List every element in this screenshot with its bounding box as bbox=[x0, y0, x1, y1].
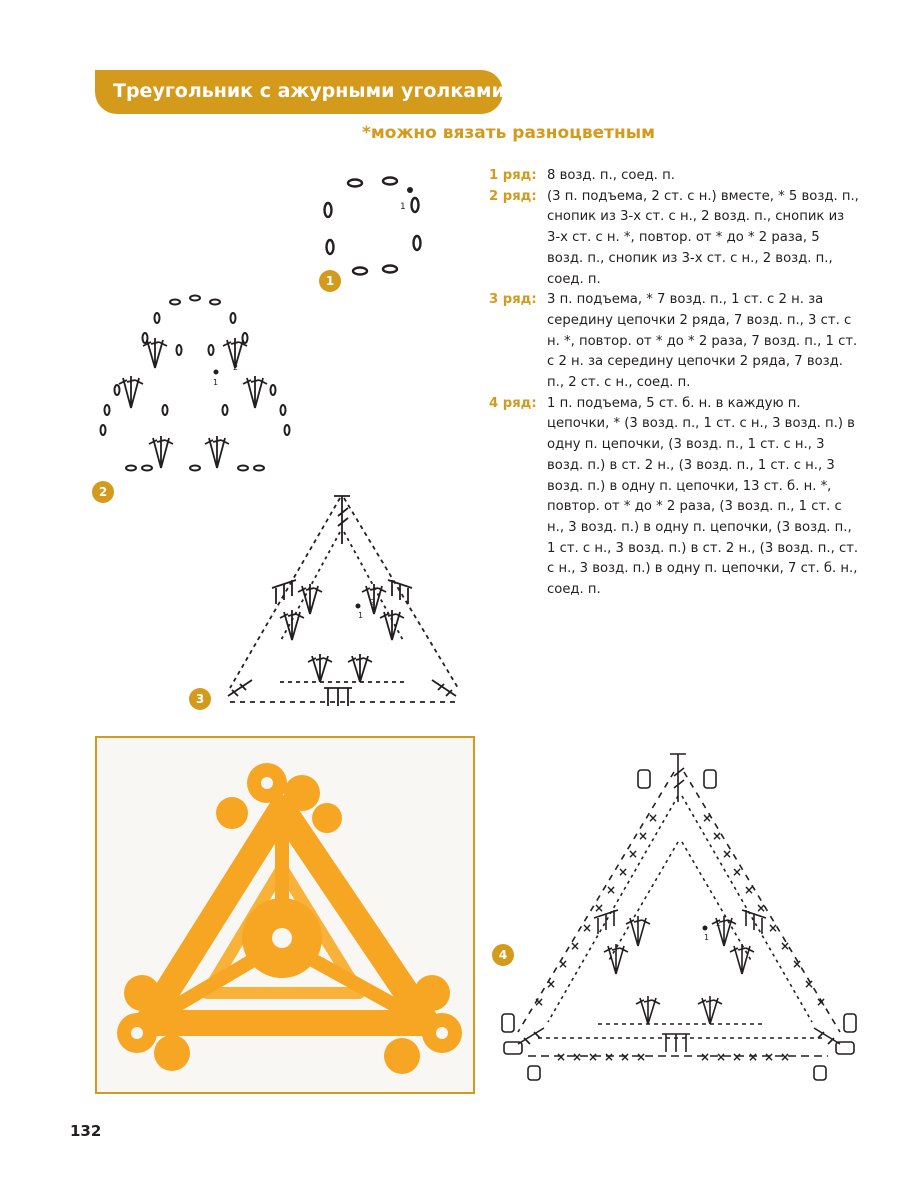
svg-text:×: × bbox=[618, 865, 629, 879]
svg-text:×: × bbox=[804, 977, 815, 991]
crochet-triangle-image bbox=[97, 738, 473, 1092]
step-badge-1: 1 bbox=[319, 270, 341, 292]
diagram-label: 2 bbox=[233, 363, 239, 372]
svg-text:×: × bbox=[604, 1050, 615, 1064]
row-text: 1 п. подъема, 5 ст. б. н. в каждую п. цепочки, * (3 возд. п., 1 ст. с н., 3 возд. п.) в одну п. цепочки, (3 возд. п., 1 ст. с н., 3 возд. п.) в ст. 2 н., (3 возд. п., 1 ст. с н., 3 возд. п.) в одну п. цепочки, 13 ст. б. н. *, повтор. от * до * 2 раза, (3 возд. п., 1 ст. с н., 3 возд. п.) в одну п. цепочки, (3 возд. п., 1 ст. с н., 3 возд. п.) в ст. 2 н., (3 возд. п., ст. с н., 3 возд. п.) в одну п. цепочки, 7 ст. б. н., соед. п. bbox=[547, 395, 859, 598]
title-banner bbox=[95, 70, 503, 114]
step-badge-3: 3 bbox=[189, 688, 211, 710]
svg-text:×: × bbox=[638, 829, 649, 843]
svg-text:×: × bbox=[702, 811, 713, 825]
svg-text:×: × bbox=[764, 1050, 775, 1064]
svg-text:×: × bbox=[780, 939, 791, 953]
svg-text:×: × bbox=[768, 921, 779, 935]
svg-text:×: × bbox=[620, 1050, 631, 1064]
diagram-step-3 bbox=[220, 492, 468, 710]
svg-text:×: × bbox=[748, 1050, 759, 1064]
motif-photo bbox=[95, 736, 475, 1094]
svg-text:×: × bbox=[700, 1050, 711, 1064]
svg-text:×: × bbox=[732, 1050, 743, 1064]
row-label: 3 ряд: bbox=[489, 292, 537, 308]
row-text: 3 п. подъема, * 7 возд. п., 1 ст. с 2 н. за середину цепочки 2 ряда, 7 возд. п., 3 ст. с н. *, повтор. от * до * 2 раза, 7 возд. п., 1 ст. с 2 н. за середину цепочки 2 ряда, 7 возд. п., 2 ст. с н., соед. п. bbox=[547, 292, 858, 391]
svg-text:×: × bbox=[648, 811, 659, 825]
svg-text:×: × bbox=[636, 1050, 647, 1064]
svg-text:×: × bbox=[556, 1050, 567, 1064]
page-number: 132 bbox=[70, 1122, 102, 1140]
diagram-label: 2 bbox=[370, 598, 376, 607]
row-label: 4 ряд: bbox=[489, 395, 537, 411]
row-label: 1 ряд: bbox=[489, 168, 537, 183]
svg-text:×: × bbox=[756, 901, 767, 915]
row-instructions bbox=[489, 166, 859, 601]
diagram-label: 1 bbox=[358, 611, 364, 620]
row-label: 2 ряд: bbox=[489, 188, 537, 204]
svg-text:×: × bbox=[582, 921, 593, 935]
svg-text:×: × bbox=[732, 865, 743, 879]
svg-text:×: × bbox=[628, 847, 639, 861]
svg-text:×: × bbox=[744, 883, 755, 897]
step-badge-4: 4 bbox=[492, 944, 514, 966]
row-4 bbox=[489, 394, 859, 601]
svg-text:×: × bbox=[534, 995, 545, 1009]
svg-text:×: × bbox=[792, 957, 803, 971]
diagram-step-4 bbox=[498, 752, 860, 1082]
color-note: *можно вязать разноцветным bbox=[362, 123, 655, 143]
svg-text:×: × bbox=[606, 883, 617, 897]
svg-text:×: × bbox=[572, 1050, 583, 1064]
row-text: (3 п. подъема, 2 ст. с н.) вместе, * 5 возд. п., снопик из 3-х ст. с н., 2 возд. п., снопик из 3-х ст. с н. *, повтор. от * до * 2 раза, 5 возд. п., снопик из 3-х ст. с н., 2 возд. п., соед. п. bbox=[547, 188, 859, 287]
svg-text:×: × bbox=[594, 901, 605, 915]
row-3 bbox=[489, 290, 859, 394]
diagram-step-2 bbox=[95, 290, 295, 475]
diagram-step-1 bbox=[310, 165, 440, 285]
svg-text:×: × bbox=[558, 957, 569, 971]
svg-text:×: × bbox=[780, 1050, 791, 1064]
diagram-label: 2 bbox=[716, 919, 722, 928]
row-1 bbox=[489, 166, 859, 187]
svg-text:×: × bbox=[570, 939, 581, 953]
svg-text:×: × bbox=[816, 995, 827, 1009]
diagram-label: 1 bbox=[704, 933, 710, 942]
step-badge-2: 2 bbox=[92, 481, 114, 503]
svg-text:×: × bbox=[588, 1050, 599, 1064]
row-2 bbox=[489, 187, 859, 291]
svg-text:×: × bbox=[716, 1050, 727, 1064]
diagram-label: 1 bbox=[213, 378, 219, 387]
svg-text:×: × bbox=[712, 829, 723, 843]
svg-text:×: × bbox=[546, 977, 557, 991]
svg-text:×: × bbox=[722, 847, 733, 861]
page-title: Треугольник с ажурными уголками bbox=[113, 80, 505, 102]
diagram-label: 1 bbox=[400, 202, 406, 212]
row-text: 8 возд. п., соед. п. bbox=[547, 168, 675, 183]
